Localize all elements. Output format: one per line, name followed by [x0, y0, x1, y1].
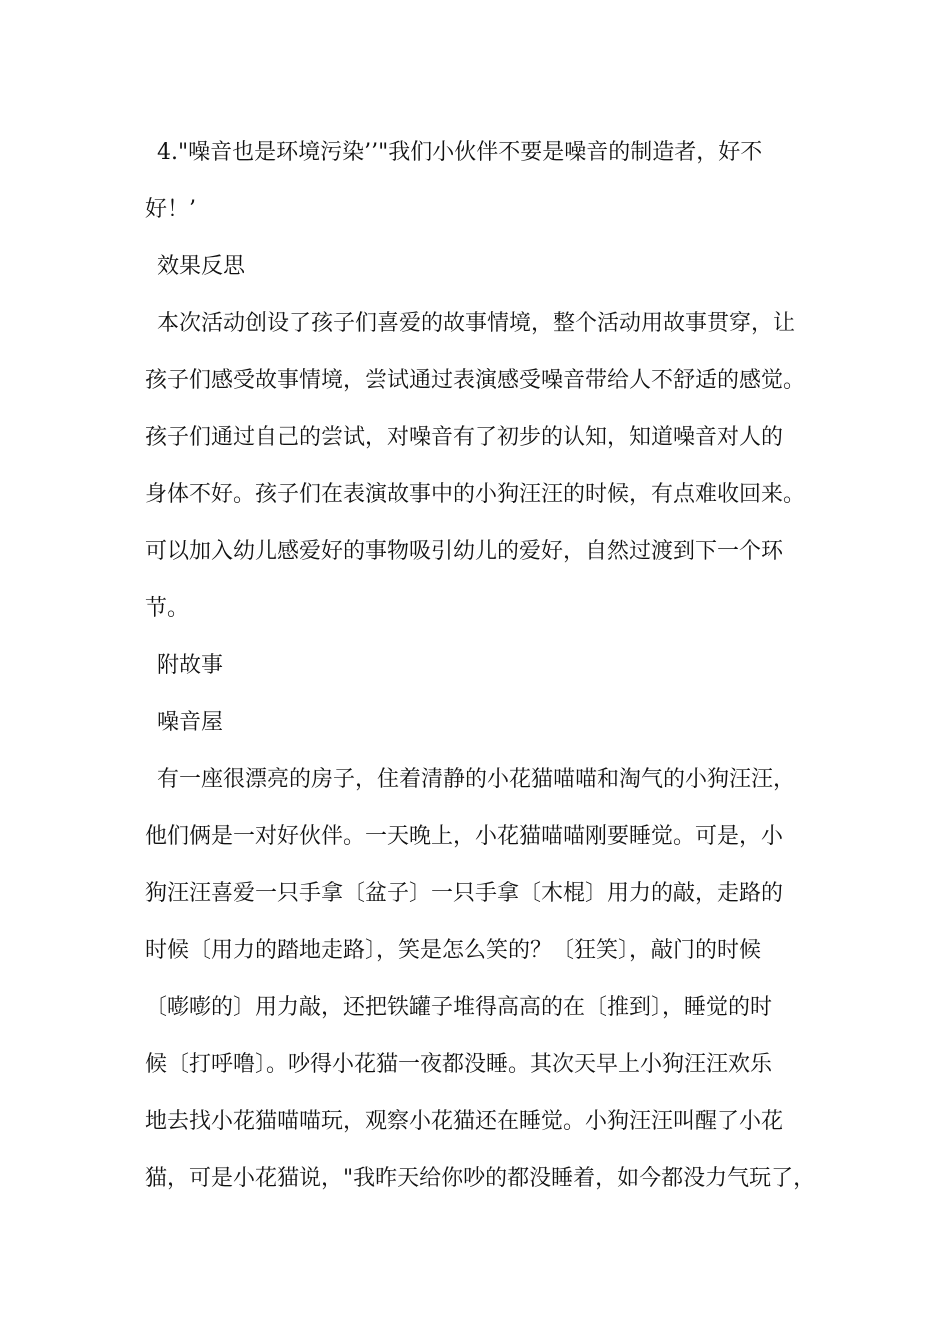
text-line: 候〔打呼噜〕。吵得小花猫一夜都没睡。其次天早上小狗汪汪欢乐	[145, 1052, 773, 1077]
text-line: 时候〔用力的踏地走路〕，笑是怎么笑的？〔狂笑〕，敲门的时候	[145, 938, 762, 963]
text-line: 本次活动创设了孩子们喜爱的故事情境，整个活动用故事贯穿，让	[157, 311, 796, 336]
text-line: 他们俩是一对好伙伴。一天晚上，小花猫喵喵刚要睡觉。可是，小	[145, 824, 784, 849]
text-line: 有一座很漂亮的房子，住着清静的小花猫喵喵和淘气的小狗汪汪，	[157, 767, 796, 792]
text-line: 4."噪音也是环境污染’’"我们小伙伴不要是噪音的制造者，好不	[157, 140, 763, 165]
text-line: 好！’	[145, 197, 196, 222]
text-line: 可以加入幼儿感爱好的事物吸引幼儿的爱好，自然过渡到下一个环	[145, 539, 784, 564]
text-line: 地去找小花猫喵喵玩，观察小花猫还在睡觉。小狗汪汪叫醒了小花	[145, 1109, 784, 1134]
text-line: 猫，可是小花猫说，"我昨天给你吵的都没睡着，如今都没力气玩了，	[145, 1166, 816, 1191]
text-line: 狗汪汪喜爱一只手拿〔盆子〕一只手拿〔木棍〕用力的敲，走路的	[145, 881, 784, 906]
section-heading: 效果反思	[157, 254, 246, 279]
text-line: 节。	[145, 596, 190, 621]
story-title: 噪音屋	[157, 710, 224, 735]
text-line: 孩子们通过自己的尝试，对噪音有了初步的认知，知道噪音对人的	[145, 425, 784, 450]
section-heading: 附故事	[157, 653, 224, 678]
text-line: 〔嘭嘭的〕用力敲，还把铁罐子堆得高高的在〔推到〕，睡觉的时	[145, 995, 773, 1020]
text-line: 身体不好。孩子们在表演故事中的小狗汪汪的时候，有点难收回来。	[145, 482, 806, 507]
text-line: 孩子们感受故事情境，尝试通过表演感受噪音带给人不舒适的感觉。	[145, 368, 806, 393]
